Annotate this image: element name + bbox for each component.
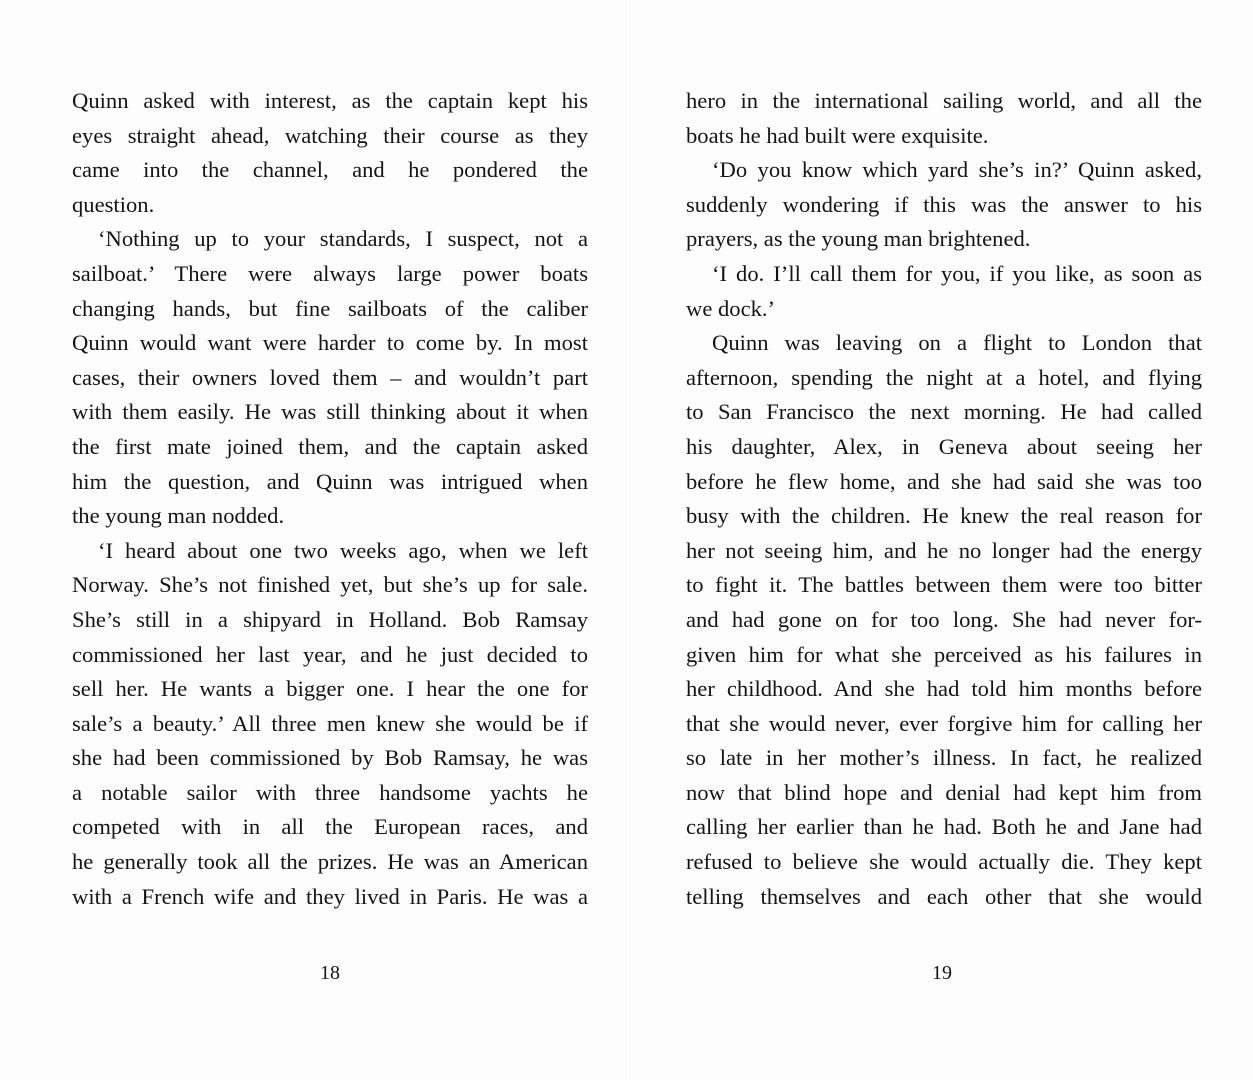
page-number-right: 19 — [932, 962, 952, 984]
text-line: to fight it. The battles between them were too bitter — [686, 572, 1202, 598]
text-line: busy with the children. He knew the real reason for — [686, 503, 1202, 529]
text-line: now that blind hope and denial had kept him from — [686, 779, 1202, 805]
text-line: to San Francisco the next morning. He had called — [686, 399, 1202, 425]
right-page-text — [686, 84, 1202, 914]
text-line: cases, their owners loved them – and wouldn’t part — [72, 364, 588, 390]
text-line: commissioned her last year, and he just decided to — [72, 641, 588, 667]
text-line: given him for what she perceived as his failures in — [686, 641, 1202, 667]
text-line: him the question, and Quinn was intrigued when — [72, 468, 588, 494]
text-line: the young man nodded. — [72, 503, 285, 529]
text-line: her not seeing him, and he no longer had the energy — [686, 537, 1202, 563]
text-line: she had been commissioned by Bob Ramsay, he was — [72, 745, 588, 771]
text-line: sell her. He wants a bigger one. I hear the one for — [72, 676, 588, 702]
text-line: sailboat.’ There were always large power boats — [72, 260, 588, 286]
text-line: Quinn asked with interest, as the captain kept his — [72, 88, 588, 113]
text-line: ‘I heard about one two weeks ago, when we left — [98, 537, 588, 563]
text-line: with them easily. He was still thinking about it when — [72, 399, 588, 425]
text-line: we dock.’ — [686, 295, 776, 321]
text-line: he generally took all the prizes. He was an American — [72, 849, 588, 875]
text-line: that she would never, ever forgive him for calling her — [686, 710, 1202, 736]
text-line: telling themselves and each other that she would — [686, 883, 1202, 909]
text-line: Quinn was leaving on a flight to London that — [712, 330, 1202, 356]
text-line: changing hands, but fine sailboats of the caliber — [72, 295, 588, 321]
text-line: She’s still in a shipyard in Holland. Bob Ramsay — [72, 606, 588, 632]
text-line: a notable sailor with three handsome yachts he — [72, 779, 588, 805]
text-line: afternoon, spending the night at a hotel, and flying — [686, 364, 1202, 390]
text-line: sale’s a beauty.’ All three men knew she would be if — [72, 710, 588, 736]
text-line: before he flew home, and she had said she was too — [686, 468, 1202, 494]
text-line: suddenly wondering if this was the answer to his — [686, 191, 1202, 217]
text-line: his daughter, Alex, in Geneva about seeing her — [686, 433, 1202, 459]
text-line: refused to believe she would actually die. They kept — [686, 849, 1202, 875]
text-line: calling her earlier than he had. Both he and Jane had — [686, 814, 1202, 840]
text-line: her childhood. And she had told him months before — [686, 676, 1202, 702]
text-line: hero in the international sailing world, and all the — [686, 88, 1202, 113]
text-line: ‘Do you know which yard she’s in?’ Quinn asked, — [712, 157, 1202, 183]
text-line: with a French wife and they lived in Paris. He was a — [72, 883, 588, 909]
text-line: Quinn would want were harder to come by. In most — [72, 330, 588, 356]
text-line: ‘I do. I’ll call them for you, if you like, as soon as — [712, 260, 1202, 286]
text-line: competed with in all the European races, and — [72, 814, 588, 840]
text-line: boats he had built were exquisite. — [686, 122, 989, 148]
text-line: so late in her mother’s illness. In fact, he realized — [686, 745, 1202, 771]
text-line: Norway. She’s not finished yet, but she’s up for sale. — [72, 572, 588, 598]
text-line: the first mate joined them, and the captain asked — [72, 433, 588, 459]
text-line: eyes straight ahead, watching their course as they — [72, 122, 588, 148]
text-line: ‘Nothing up to your standards, I suspect, not a — [98, 226, 588, 252]
text-line: came into the channel, and he pondered the — [72, 157, 588, 183]
left-page-text — [72, 84, 588, 914]
text-line: and had gone on for too long. She had never for- — [686, 606, 1202, 632]
text-line: prayers, as the young man brightened. — [686, 226, 1031, 252]
gutter — [626, 0, 627, 1080]
text-line: question. — [72, 191, 155, 217]
page-number-left: 18 — [320, 962, 340, 984]
